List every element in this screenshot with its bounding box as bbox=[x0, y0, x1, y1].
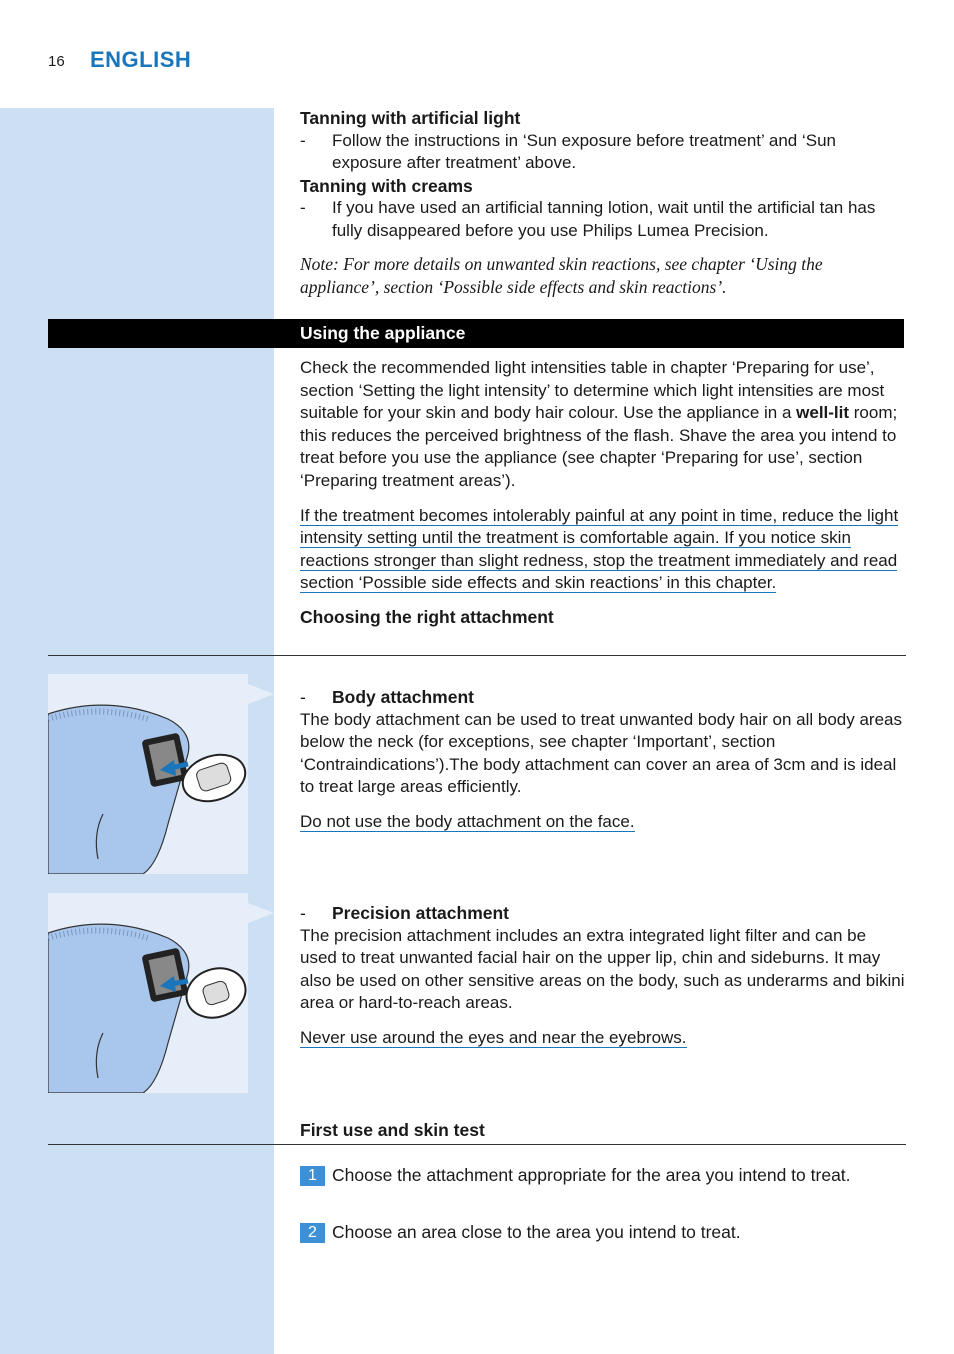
body-attachment-item bbox=[300, 686, 906, 709]
tanning-note: Note: For more details on unwanted skin reactions, see chapter ‘Using the appliance’, section ‘Possible side effects and skin reactions’. bbox=[300, 253, 823, 297]
precision-attachment-text: The precision attachment includes an extra integrated light filter and can be used to treat unwanted facial hair on the upper lip, chin and sideburns. It may also be used on other sensitive areas on the body, such as underarms and bikini area or hard-to-reach areas. bbox=[300, 925, 905, 1013]
pointer-arrow bbox=[248, 903, 274, 923]
tanning-creams-text: If you have used an artificial tanning lotion, wait until the artificial tan has fully disappeared before you use Philips Lumea Precision. bbox=[332, 198, 876, 240]
bullet-dash: - bbox=[300, 903, 306, 923]
device-precision-icon bbox=[48, 893, 248, 1093]
bullet-dash: - bbox=[300, 130, 306, 150]
body-attachment-title: Body attachment bbox=[332, 687, 474, 707]
page-number: 16 bbox=[48, 53, 65, 70]
using-warning-text: If the treatment becomes intolerably painful at any point in time, reduce the light intensity setting until the treatment is comfortable again. If you notice skin reactions stronger than slight redness, stop the treatment immediately and read section ‘Possible side effects and skin reactions’ in this chapter. bbox=[300, 505, 899, 593]
tanning-artificial-item bbox=[300, 130, 906, 175]
tanning-section bbox=[300, 107, 906, 299]
using-paragraph-bold: well-lit bbox=[796, 403, 850, 423]
using-paragraph-text-end: room; this reduces the perceived brightness of the flash. Shave the area you intend to treat before you use the appliance (see chapter ‘Preparing for use’, section ‘Preparing treatment areas’). bbox=[300, 403, 898, 490]
device-body-icon bbox=[48, 674, 248, 874]
step-text: Choose the attachment appropriate for the area you intend to treat. bbox=[332, 1165, 851, 1185]
section-rule bbox=[48, 655, 906, 656]
body-attachment-warning bbox=[300, 811, 906, 834]
body-attachment-section bbox=[300, 686, 906, 834]
precision-attachment-item bbox=[300, 902, 906, 925]
attachment-title: Choosing the right attachment bbox=[300, 606, 554, 627]
tanning-artificial-title: Tanning with artificial light bbox=[300, 108, 521, 128]
step-number-badge: 2 bbox=[300, 1223, 325, 1243]
precision-attachment-warning-text: Never use around the eyes and near the eyebrows. bbox=[300, 1027, 687, 1047]
precision-attachment-section bbox=[300, 902, 906, 1050]
using-warning bbox=[300, 505, 906, 595]
bullet-dash: - bbox=[300, 198, 306, 218]
precision-attachment-illustration bbox=[48, 893, 248, 1093]
body-attachment-illustration bbox=[48, 674, 248, 874]
using-paragraph bbox=[300, 357, 906, 493]
bullet-dash: - bbox=[300, 687, 306, 707]
tanning-creams-item bbox=[300, 197, 906, 242]
section-rule bbox=[48, 1144, 906, 1145]
tanning-artificial-text: Follow the instructions in ‘Sun exposure before treatment’ and ‘Sun exposure after treatment’ above. bbox=[332, 130, 836, 173]
language-heading: ENGLISH bbox=[90, 47, 192, 72]
pointer-arrow bbox=[248, 684, 274, 704]
step-item bbox=[300, 1164, 851, 1186]
tanning-creams-title: Tanning with creams bbox=[300, 175, 473, 196]
step-text: Choose an area close to the area you intend to treat. bbox=[332, 1222, 741, 1242]
step-item bbox=[300, 1221, 741, 1243]
section-bar bbox=[48, 319, 904, 348]
body-attachment-text: The body attachment can be used to treat unwanted body hair on all body areas below the neck (for exceptions, see chapter ‘Important’, section ‘Contraindications’).The body attachment can cover an area of 3cm and is ideal to treat large areas efficiently. bbox=[300, 709, 903, 797]
step-number-badge: 1 bbox=[300, 1166, 325, 1186]
precision-attachment-title: Precision attachment bbox=[332, 903, 509, 923]
section-title-using: Using the appliance bbox=[300, 323, 466, 343]
body-attachment-warning-text: Do not use the body attachment on the face. bbox=[300, 811, 635, 831]
using-paragraph-text: Check the recommended light intensities table in chapter ‘Preparing for use’, section ‘Setting the light intensity’ to determine which light intensities are most suitable for your skin and body hair colour. Use the appliance in a bbox=[300, 358, 885, 423]
using-section bbox=[300, 357, 906, 629]
first-use-title: First use and skin test bbox=[300, 1120, 485, 1140]
precision-attachment-warning bbox=[300, 1027, 906, 1050]
